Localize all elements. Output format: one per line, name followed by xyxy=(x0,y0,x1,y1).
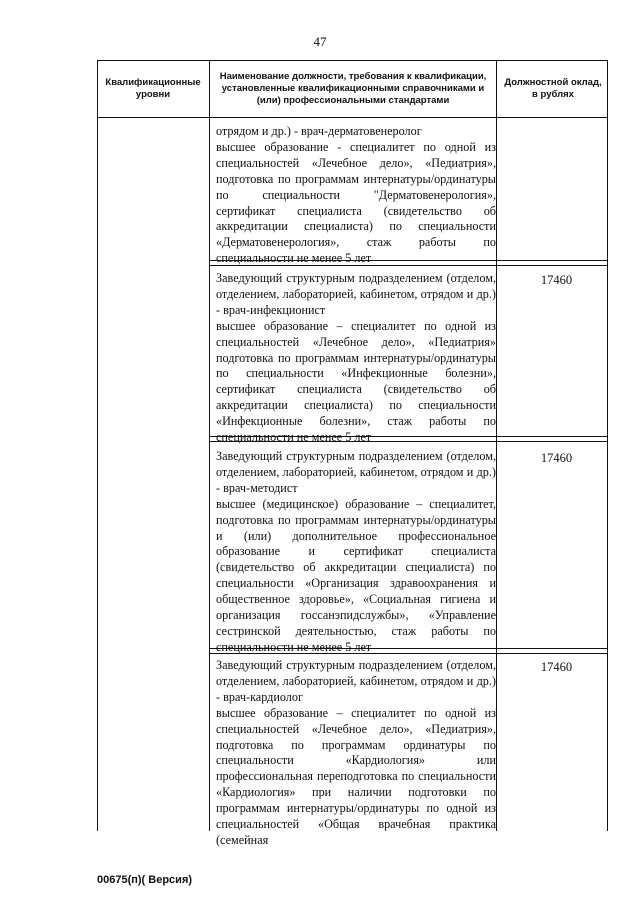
header-position-requirements: Наименование должности, требования к квалификации, установленные квалификационными справочниками и (или) профессиональными стандартами xyxy=(219,70,487,106)
row-salary: 17460 xyxy=(540,451,573,465)
table-border-right xyxy=(607,60,608,831)
table-divider-col1 xyxy=(209,60,210,831)
qualification-table xyxy=(97,60,608,847)
header-salary: Должностной оклад, в рублях xyxy=(504,76,602,100)
row-requirements-text: Заведующий структурным подразделением (отделом, отделением, лабораторией, кабинетом, отрядом и др.) - врач-инфекционист высшее образование – специалитет по одной из специальностей «Лечебное дело», «Педиатрия» подготовка по программам интернатуры/ординатуры по специальности «Инфекционные болезни», сертификат специалиста (свидетельство об аккредитации специалиста) по специальности «Инфекционные болезни», стаж работы по специальности не менее 5 лет xyxy=(216,271,496,445)
row-requirements-text: Заведующий структурным подразделением (отделом, отделением, лабораторией, кабинетом, отрядом и др.) - врач-методист высшее (медицинское) образование – специалитет, подготовка по программам интернатуры/ординатуры и (или) дополнительное профессиональное образование и сертификат специалиста (свидетельство об аккредитации специалиста) по специальности «Организация здравоохранения и общественное здоровье», «Социальная гигиена и организация госсанэпидслужбы», «Управление сестринской деятельностью, стаж работы по специальности не менее 5 лет xyxy=(216,449,496,654)
table-divider-col2 xyxy=(496,60,497,831)
table-border-left xyxy=(97,60,98,831)
document-footer-code: 00675(п)( Версия) xyxy=(97,874,193,886)
row-requirements-text: отрядом и др.) - врач-дерматовенеролог высшее образование - специалитет по одной из специальностей «Лечебное дело», «Педиатрия», подготовка по программам интернатуры/ординатуры по специальности "Дерматовенерология», сертификат специалиста (свидетельство об аккредитации специалиста) по специальности «Дерматовенерология», стаж работы по специальности не менее 5 лет xyxy=(216,124,496,266)
row-salary: 17460 xyxy=(540,660,573,674)
header-bottom-rule xyxy=(97,117,608,118)
row-salary: 17460 xyxy=(540,273,573,287)
row-requirements-text: Заведующий структурным подразделением (отделом, отделением, лабораторией, кабинетом, отрядом и др.) - врач-кардиолог высшее образование – специалитет по одной из специальностей «Лечебное дело», «Педиатрия», подготовка по программам ординатуры по специальности «Кардиология» или профессиональная переподготовка по специальности «Кардиология» при наличии подготовки по программам интернатуры/ординатуры по одной из специальностей «Общая врачебная практика (семейная xyxy=(216,658,496,847)
header-qualification-levels: Квалификационные уровни xyxy=(105,76,201,100)
page-number: 47 xyxy=(313,34,327,49)
